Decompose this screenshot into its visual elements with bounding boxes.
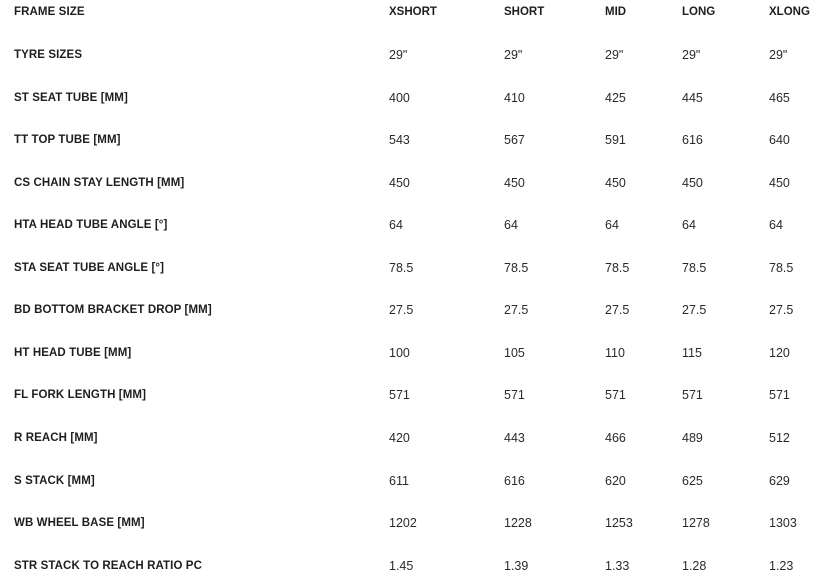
table-row [0, 551, 822, 581]
table-cell: 1278 [682, 516, 710, 530]
table-cell: 78.5 [605, 261, 630, 275]
table-cell: 115 [682, 346, 702, 360]
table-cell: 27.5 [682, 303, 707, 317]
table-cell: 64 [504, 218, 518, 232]
row-label: R REACH [MM] [14, 432, 98, 444]
table-cell: 611 [389, 474, 409, 488]
table-cell: 400 [389, 91, 410, 105]
size-header-short: SHORT [504, 6, 545, 18]
row-label: TYRE SIZES [14, 49, 83, 61]
table-cell: 571 [504, 388, 525, 402]
table-cell: 64 [769, 218, 783, 232]
row-label: FL FORK LENGTH [MM] [14, 389, 146, 401]
table-row [0, 168, 822, 198]
table-cell: 64 [389, 218, 403, 232]
table-row [0, 83, 822, 113]
table-cell: 640 [769, 133, 790, 147]
table-cell: 1.45 [389, 559, 414, 573]
table-cell: 1.33 [605, 559, 630, 573]
table-cell: 1.39 [504, 559, 529, 573]
table-cell: 29" [605, 48, 624, 62]
table-cell: 29" [769, 48, 788, 62]
row-label: HTA HEAD TUBE ANGLE [°] [14, 219, 168, 231]
table-row [0, 40, 822, 70]
table-cell: 445 [682, 91, 703, 105]
table-cell: 450 [389, 176, 410, 190]
size-header-xshort: XSHORT [389, 6, 437, 18]
table-row [0, 210, 822, 240]
table-cell: 1.28 [682, 559, 707, 573]
table-cell: 465 [769, 91, 790, 105]
table-cell: 78.5 [389, 261, 414, 275]
table-row [0, 466, 822, 496]
table-cell: 443 [504, 431, 525, 445]
table-cell: 29" [504, 48, 523, 62]
row-label: HT HEAD TUBE [MM] [14, 347, 132, 359]
table-cell: 629 [769, 474, 790, 488]
table-cell: 625 [682, 474, 703, 488]
table-cell: 29" [389, 48, 408, 62]
table-cell: 1303 [769, 516, 797, 530]
table-cell: 571 [389, 388, 410, 402]
table-cell: 410 [504, 91, 525, 105]
table-cell: 100 [389, 346, 410, 360]
table-cell: 450 [769, 176, 790, 190]
table-cell: 64 [605, 218, 619, 232]
table-cell: 616 [682, 133, 703, 147]
table-cell: 489 [682, 431, 703, 445]
table-cell: 1253 [605, 516, 633, 530]
table-header-row [0, 0, 822, 27]
row-label: STR STACK TO REACH RATIO PC [14, 560, 202, 572]
table-cell: 567 [504, 133, 525, 147]
table-cell: 27.5 [504, 303, 529, 317]
row-label: STA SEAT TUBE ANGLE [°] [14, 262, 165, 274]
table-cell: 78.5 [769, 261, 794, 275]
table-cell: 27.5 [605, 303, 630, 317]
size-header-long: LONG [682, 6, 716, 18]
table-cell: 571 [769, 388, 790, 402]
table-cell: 591 [605, 133, 626, 147]
row-label: WB WHEEL BASE [MM] [14, 517, 145, 529]
table-row [0, 380, 822, 410]
table-cell: 450 [682, 176, 703, 190]
table-cell: 1202 [389, 516, 417, 530]
row-label: TT TOP TUBE [MM] [14, 134, 121, 146]
table-cell: 543 [389, 133, 410, 147]
table-cell: 120 [769, 346, 790, 360]
table-cell: 620 [605, 474, 626, 488]
table-cell: 78.5 [504, 261, 529, 275]
size-header-xlong: XLONG [769, 6, 810, 18]
table-cell: 571 [682, 388, 703, 402]
table-cell: 450 [605, 176, 626, 190]
table-cell: 105 [504, 346, 525, 360]
table-cell: 1228 [504, 516, 532, 530]
table-cell: 27.5 [769, 303, 794, 317]
table-cell: 64 [682, 218, 696, 232]
table-cell: 512 [769, 431, 790, 445]
table-row [0, 338, 822, 368]
table-row [0, 125, 822, 155]
table-cell: 27.5 [389, 303, 414, 317]
row-label: ST SEAT TUBE [MM] [14, 92, 128, 104]
table-cell: 110 [605, 346, 625, 360]
row-label: BD BOTTOM BRACKET DROP [MM] [14, 304, 212, 316]
row-label: S STACK [MM] [14, 475, 95, 487]
table-row [0, 295, 822, 325]
table-cell: 616 [504, 474, 525, 488]
table-row [0, 253, 822, 283]
size-header-mid: MID [605, 6, 627, 18]
table-cell: 78.5 [682, 261, 707, 275]
table-cell: 420 [389, 431, 410, 445]
table-row [0, 423, 822, 453]
table-cell: 29" [682, 48, 701, 62]
frame-size-header: FRAME SIZE [14, 6, 85, 18]
table-cell: 425 [605, 91, 626, 105]
table-cell: 571 [605, 388, 626, 402]
table-row [0, 508, 822, 538]
table-cell: 466 [605, 431, 626, 445]
table-cell: 450 [504, 176, 525, 190]
row-label: CS CHAIN STAY LENGTH [MM] [14, 177, 185, 189]
table-cell: 1.23 [769, 559, 794, 573]
